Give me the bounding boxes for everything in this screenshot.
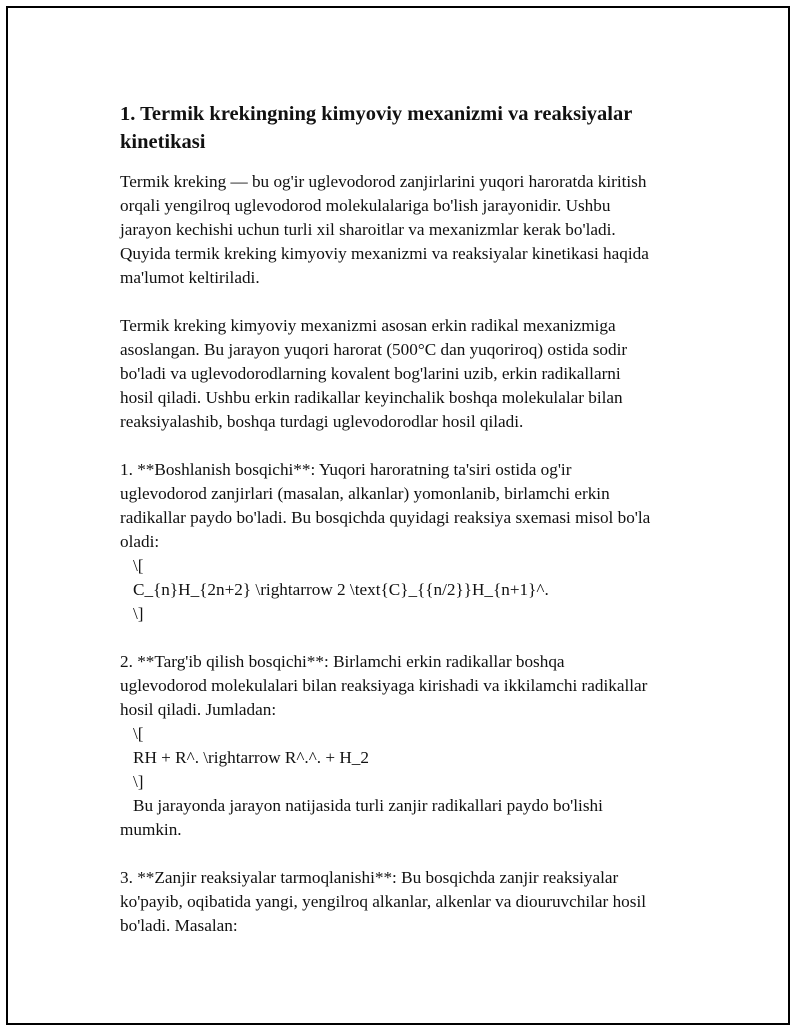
formula-line: \]: [133, 772, 144, 791]
text-line: reaksiyalashib, boshqa turdagi uglevodorodlar hosil qiladi.: [120, 412, 524, 431]
section-heading: [120, 100, 696, 156]
text-line: ko'payib, oqibatida yangi, yengilroq alkanlar, alkenlar va diouruvchilar hosil: [120, 892, 646, 911]
text-line: bo'ladi. Masalan:: [120, 916, 238, 935]
document-page: [6, 6, 790, 1025]
text-line: hosil qiladi. Jumladan:: [120, 700, 277, 719]
intro-paragraph: [120, 170, 696, 290]
step2-paragraph: [120, 650, 696, 842]
text-line: Termik kreking kimyoviy mexanizmi asosan erkin radikal mexanizmiga: [120, 316, 616, 335]
text-line: mumkin.: [120, 820, 182, 839]
step3-paragraph: [120, 866, 696, 938]
text-line: 1. **Boshlanish bosqichi**: Yuqori haroratning ta'siri ostida og'ir: [120, 460, 572, 479]
text-line: oladi:: [120, 532, 160, 551]
text-line: Quyida termik kreking kimyoviy mexanizmi va reaksiyalar kinetikasi haqida: [120, 244, 649, 263]
heading-line: 1. Termik krekingning kimyoviy mexanizmi va reaksiyalar: [120, 103, 633, 125]
step1-paragraph: [120, 458, 696, 626]
formula-line: C_{n}H_{2n+2} \rightarrow 2 \text{C}_{{n/2}}H_{n+1}^.: [133, 580, 549, 599]
text-line: asoslangan. Bu jarayon yuqori harorat (500°C dan yuqoriroq) ostida sodir: [120, 340, 628, 359]
text-line: Bu jarayonda jarayon natijasida turli zanjir radikallari paydo bo'lishi: [133, 796, 603, 815]
formula-line: RH + R^. \rightarrow R^.^. + H_2: [133, 748, 369, 767]
text-line: Termik kreking — bu og'ir uglevodorod zanjirlarini yuqori haroratda kiritish: [120, 172, 647, 191]
formula-line: \[: [133, 556, 144, 575]
text-line: 2. **Targ'ib qilish bosqichi**: Birlamchi erkin radikallar boshqa: [120, 652, 565, 671]
text-line: bo'ladi va uglevodorodlarning kovalent bog'larini uzib, erkin radikallarni: [120, 364, 621, 383]
document-content: [120, 100, 696, 962]
text-line: jarayon kechishi uchun turli xil sharoitlar va mexanizmlar kerak bo'ladi.: [120, 220, 616, 239]
text-line: 3. **Zanjir reaksiyalar tarmoqlanishi**: Bu bosqichda zanjir reaksiyalar: [120, 868, 619, 887]
text-line: orqali yengilroq uglevodorod molekulalariga bo'lish jarayonidir. Ushbu: [120, 196, 611, 215]
text-line: ma'lumot keltiriladi.: [120, 268, 260, 287]
text-line: hosil qiladi. Ushbu erkin radikallar keyinchalik boshqa molekulalar bilan: [120, 388, 623, 407]
formula-line: \]: [133, 604, 144, 623]
text-line: radikallar paydo bo'ladi. Bu bosqichda quyidagi reaksiya sxemasi misol bo'la: [120, 508, 651, 527]
text-line: uglevodorod zanjirlari (masalan, alkanlar) yomonlanib, birlamchi erkin: [120, 484, 610, 503]
heading-line: kinetikasi: [120, 131, 206, 153]
formula-line: \[: [133, 724, 144, 743]
mechanism-paragraph: [120, 314, 696, 434]
text-line: uglevodorod molekulalari bilan reaksiyaga kirishadi va ikkilamchi radikallar: [120, 676, 648, 695]
